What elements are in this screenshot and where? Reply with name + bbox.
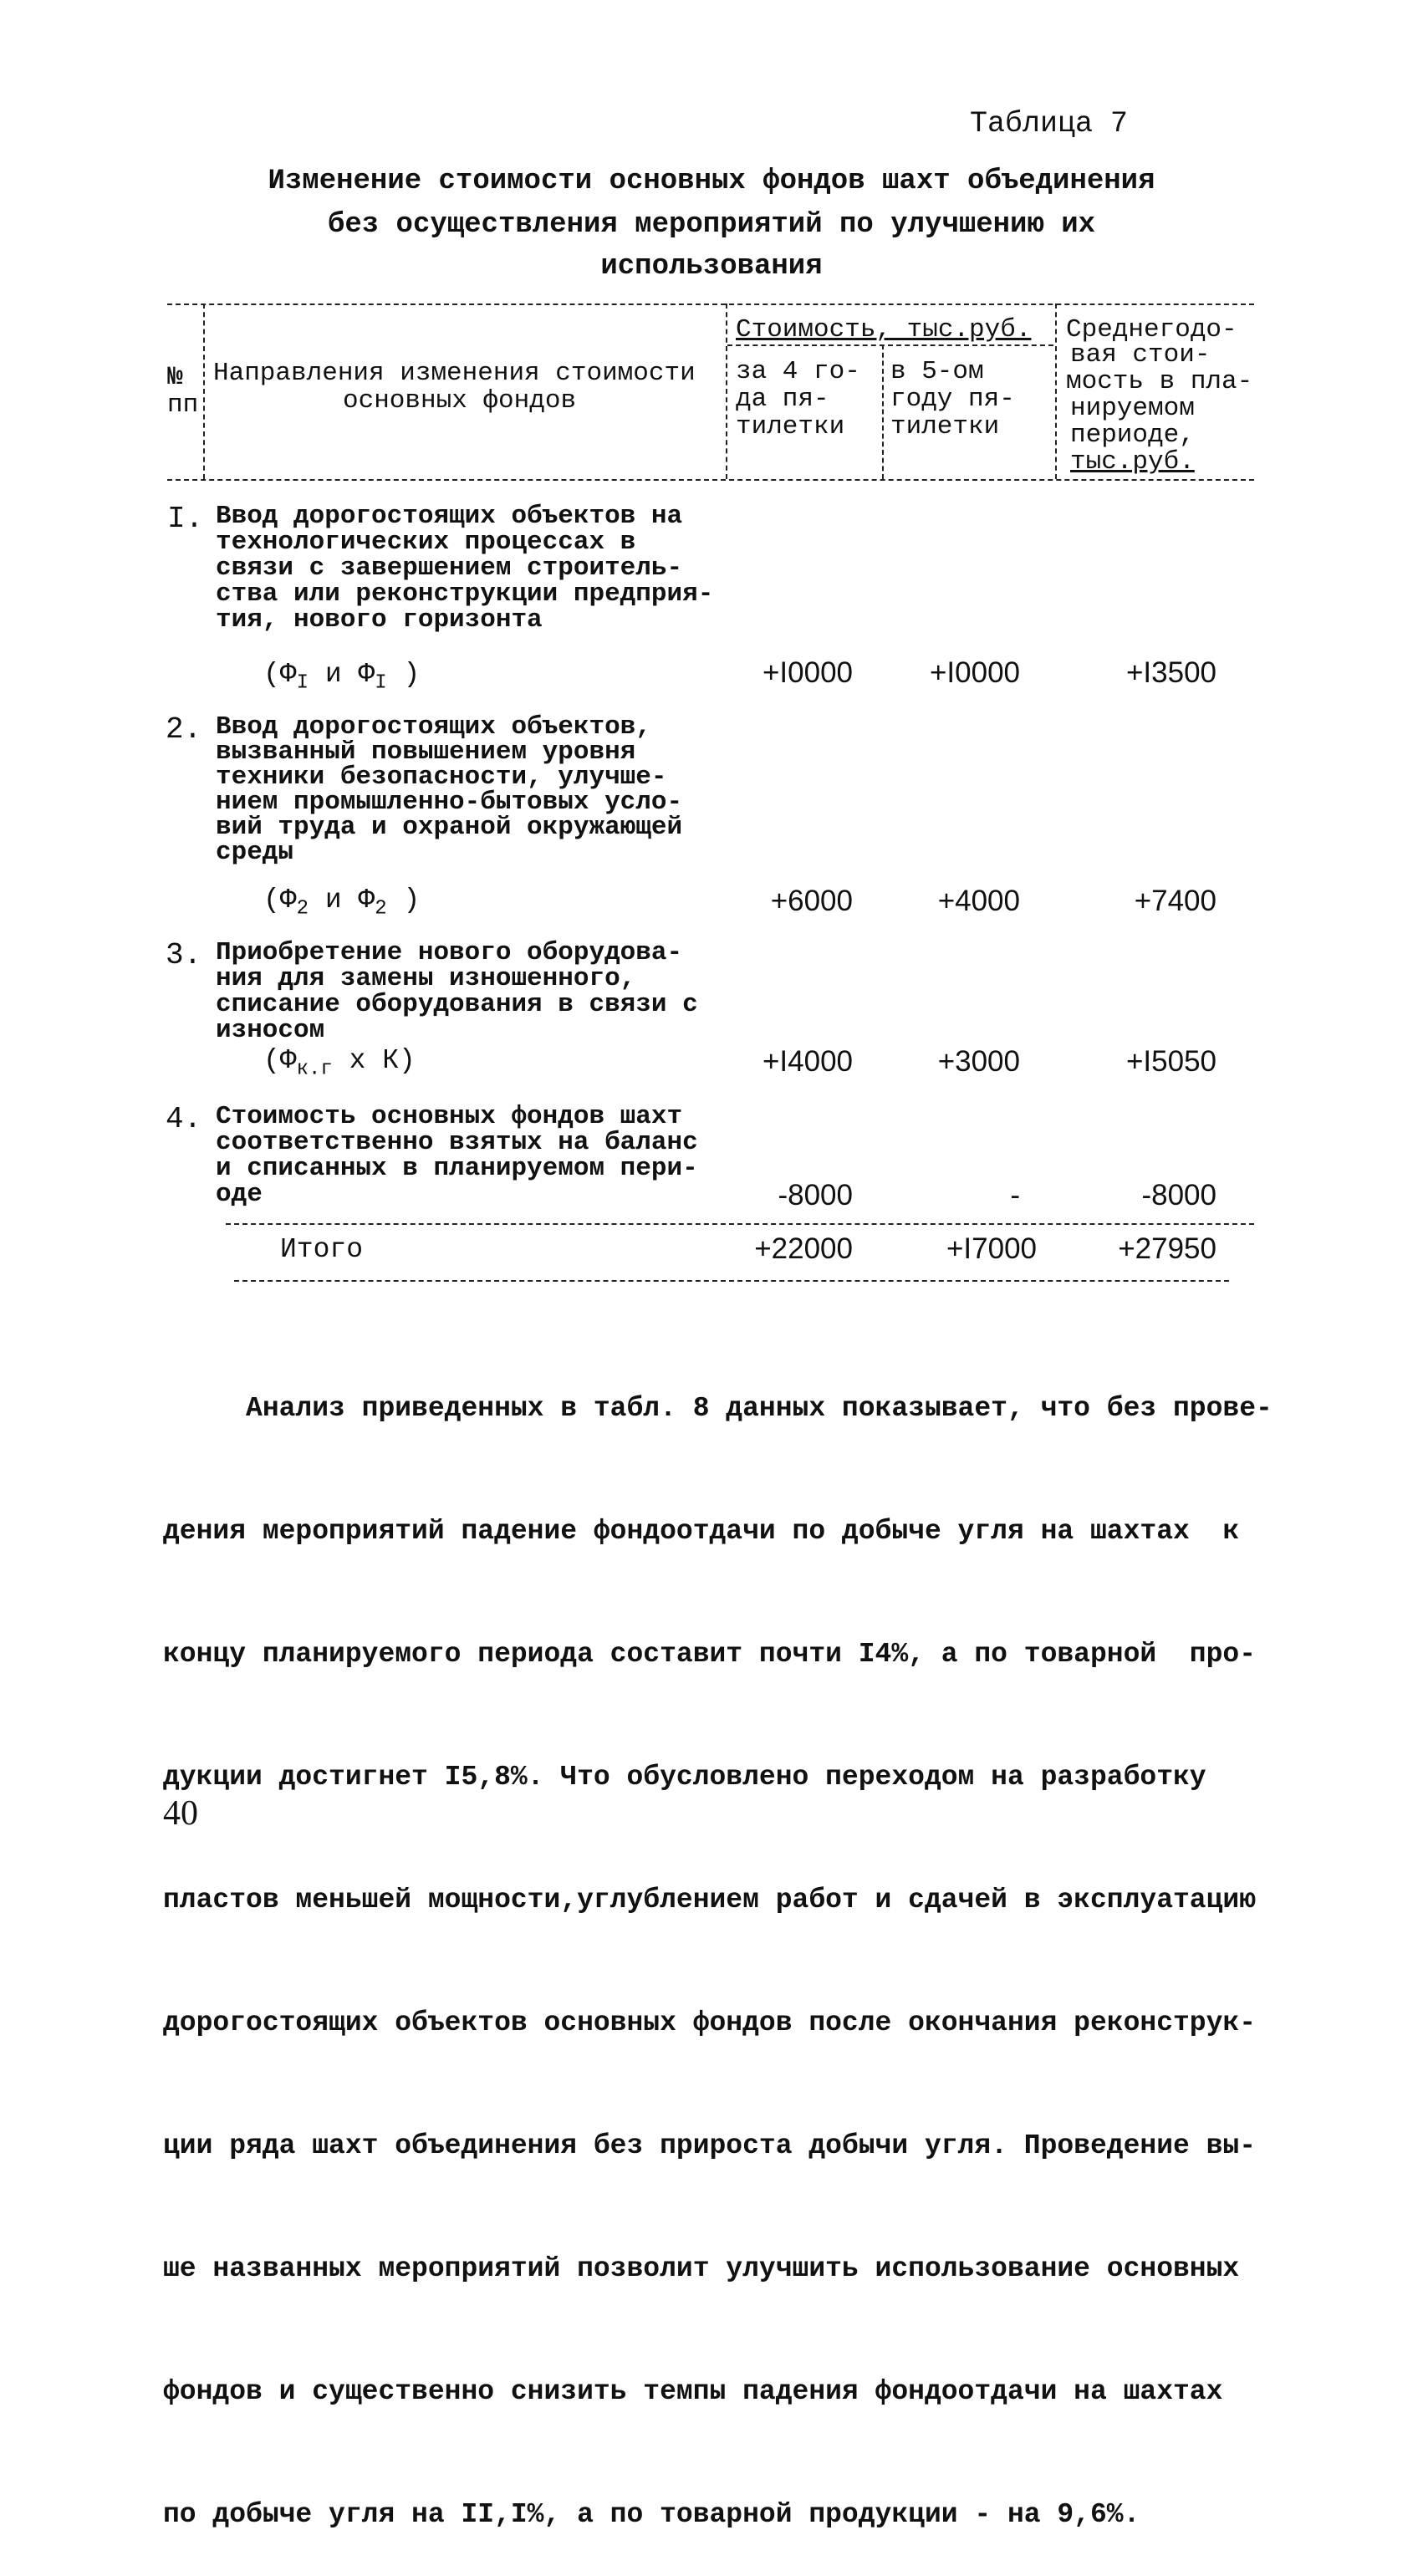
row-1-desc-line-1: Ввод дорогостоящих объектов на: [216, 502, 683, 531]
header-avg-line-3: мость в пла-: [1066, 367, 1253, 396]
paragraph-line-6: дорогостоящих объектов основных фондов после окончания реконструк-: [163, 2007, 1257, 2038]
avg-col-divider: [1055, 304, 1057, 479]
total-avg: +27950: [1118, 1232, 1216, 1265]
num-col-divider: [203, 304, 205, 479]
row-4-avg: -8000: [1141, 1179, 1216, 1211]
paragraph-line-3: концу планируемого периода составит почти I4%, а по товарной про-: [163, 1639, 1257, 1670]
row-1-desc-line-4: ства или реконструкции предприя-: [216, 579, 714, 609]
row-1-cost-5th: +I0000: [929, 656, 1020, 689]
row-1-desc-line-2: технологических процессах в: [216, 528, 636, 557]
row-3-cost-4yr: +I4000: [762, 1045, 853, 1078]
row-3-desc-line-4: износом: [216, 1016, 325, 1045]
row-1-cost-4yr: +I0000: [762, 656, 853, 689]
header-avg-line-4: нируемом: [1070, 394, 1195, 423]
cost-subcol-divider: [882, 344, 884, 479]
header-cost-group: Стоимость, тыс.руб.: [736, 315, 1032, 344]
row-2-desc-line-4: нием промышленно-бытовых усло-: [216, 788, 683, 817]
total-bottom-rule: [234, 1280, 1229, 1282]
total-cost-5th: +I7000: [946, 1232, 1037, 1265]
header-direction-line-1: Направления изменения стоимости: [213, 359, 696, 388]
table-title-line-1: Изменение стоимости основных фондов шахт объединения: [268, 166, 1155, 197]
total-top-rule: [226, 1223, 1254, 1225]
row-2-avg: +7400: [1134, 885, 1216, 917]
row-4-number: 4.: [166, 1102, 202, 1136]
header-cost-5th-line-3: тилетки: [890, 412, 1000, 441]
row-4-cost-4yr: -8000: [778, 1179, 853, 1211]
paragraph-line-8: ше названных мероприятий позволит улучшить использование основных: [163, 2253, 1240, 2284]
row-2-desc-line-6: среды: [216, 838, 294, 867]
row-2-formula: ($Ф_2$ и $Ф_2$ ): [263, 885, 421, 921]
row-2-desc-line-3: техники безопасности, улучше-: [216, 763, 667, 792]
row-1-number: I.: [167, 502, 204, 536]
row-1-desc-line-5: тия, нового горизонта: [216, 605, 543, 635]
row-1-formula: ($Ф_I$ и $Ф_I$ ): [263, 659, 421, 695]
header-avg-line-6: тыс.руб.: [1070, 447, 1195, 477]
row-2-desc-line-1: Ввод дорогостоящих объектов,: [216, 712, 651, 742]
analysis-paragraph: [163, 1306, 1275, 2576]
header-cost-5th-line-1: в 5-ом: [890, 357, 984, 386]
header-direction-line-2: основных фондов: [343, 386, 577, 416]
paragraph-line-10: по добыче угля на II,I%, а по товарной продукции - на 9,6%.: [163, 2499, 1140, 2530]
row-1-desc-line-3: связи с завершением строитель-: [216, 553, 683, 583]
row-4-desc-line-1: Стоимость основных фондов шахт: [216, 1102, 683, 1131]
table-top-rule: [167, 304, 1254, 305]
total-label: Итого: [280, 1234, 364, 1265]
row-2-number: 2.: [166, 712, 202, 747]
header-bottom-rule: [167, 479, 1254, 481]
header-cost-4yr-line-2: да пя-: [736, 385, 829, 414]
row-2-desc-line-2: вызванный повышением уровня: [216, 737, 636, 767]
row-3-cost-5th: +3000: [937, 1045, 1020, 1078]
header-avg-line-5: периоде,: [1070, 421, 1195, 450]
row-2-cost-5th: +4000: [937, 885, 1020, 917]
table-title-line-3: использования: [600, 251, 823, 283]
paragraph-line-7: ции ряда шахт объединения без прироста добычи угля. Проведение вы-: [163, 2130, 1257, 2161]
paragraph-line-1: Анализ приведенных в табл. 8 данных показывает, что без прове-: [163, 1393, 1273, 1424]
total-cost-4yr: +22000: [754, 1232, 853, 1265]
row-2-cost-4yr: +6000: [770, 885, 853, 917]
row-2-desc-line-5: вий труда и охраной окружающей: [216, 813, 683, 842]
row-3-number: 3.: [166, 938, 202, 972]
direction-col-divider: [726, 304, 727, 479]
page-number: 40: [163, 1794, 198, 1833]
row-3-formula: ($Ф_{к.г}$ х К): [263, 1045, 416, 1081]
header-num-sign: №: [167, 363, 183, 392]
table-label: Таблица 7: [970, 107, 1129, 140]
header-avg-line-2: вая стои-: [1070, 340, 1211, 370]
header-cost-5th-line-2: году пя-: [890, 385, 1015, 414]
row-3-desc-line-1: Приобретение нового оборудова-: [216, 938, 683, 967]
row-4-desc-line-2: соответственно взятых на баланс: [216, 1128, 698, 1157]
row-3-desc-line-3: списание оборудования в связи с: [216, 990, 698, 1019]
row-4-desc-line-3: и списанных в планируемом пери-: [216, 1154, 698, 1183]
cost-group-rule: [727, 344, 1053, 346]
paragraph-line-5: пластов меньшей мощности,углублением работ и сдачей в эксплуатацию: [163, 1885, 1257, 1915]
paragraph-line-2: дения мероприятий падение фондоотдачи по добыче угля на шахтах к: [163, 1516, 1240, 1547]
header-cost-4yr-line-3: тилетки: [736, 412, 845, 441]
table-title-line-2: без осуществления мероприятий по улучшению их: [327, 209, 1096, 241]
header-num-pp: пп: [167, 390, 199, 420]
row-3-avg: +I5050: [1125, 1045, 1216, 1078]
row-4-desc-line-4: оде: [216, 1180, 263, 1209]
row-3-desc-line-2: ния для замены изношенного,: [216, 964, 636, 993]
header-avg-line-1: Среднегодо-: [1066, 315, 1237, 344]
header-cost-4yr-line-1: за 4 го-: [736, 357, 860, 386]
row-4-cost-5th: -: [1010, 1179, 1020, 1211]
paragraph-line-9: фондов и существенно снизить темпы падения фондоотдачи на шахтах: [163, 2376, 1223, 2407]
paragraph-line-4: дукции достигнет I5,8%. Что обусловлено переходом на разработку: [163, 1762, 1206, 1793]
row-1-avg: +I3500: [1125, 656, 1216, 689]
